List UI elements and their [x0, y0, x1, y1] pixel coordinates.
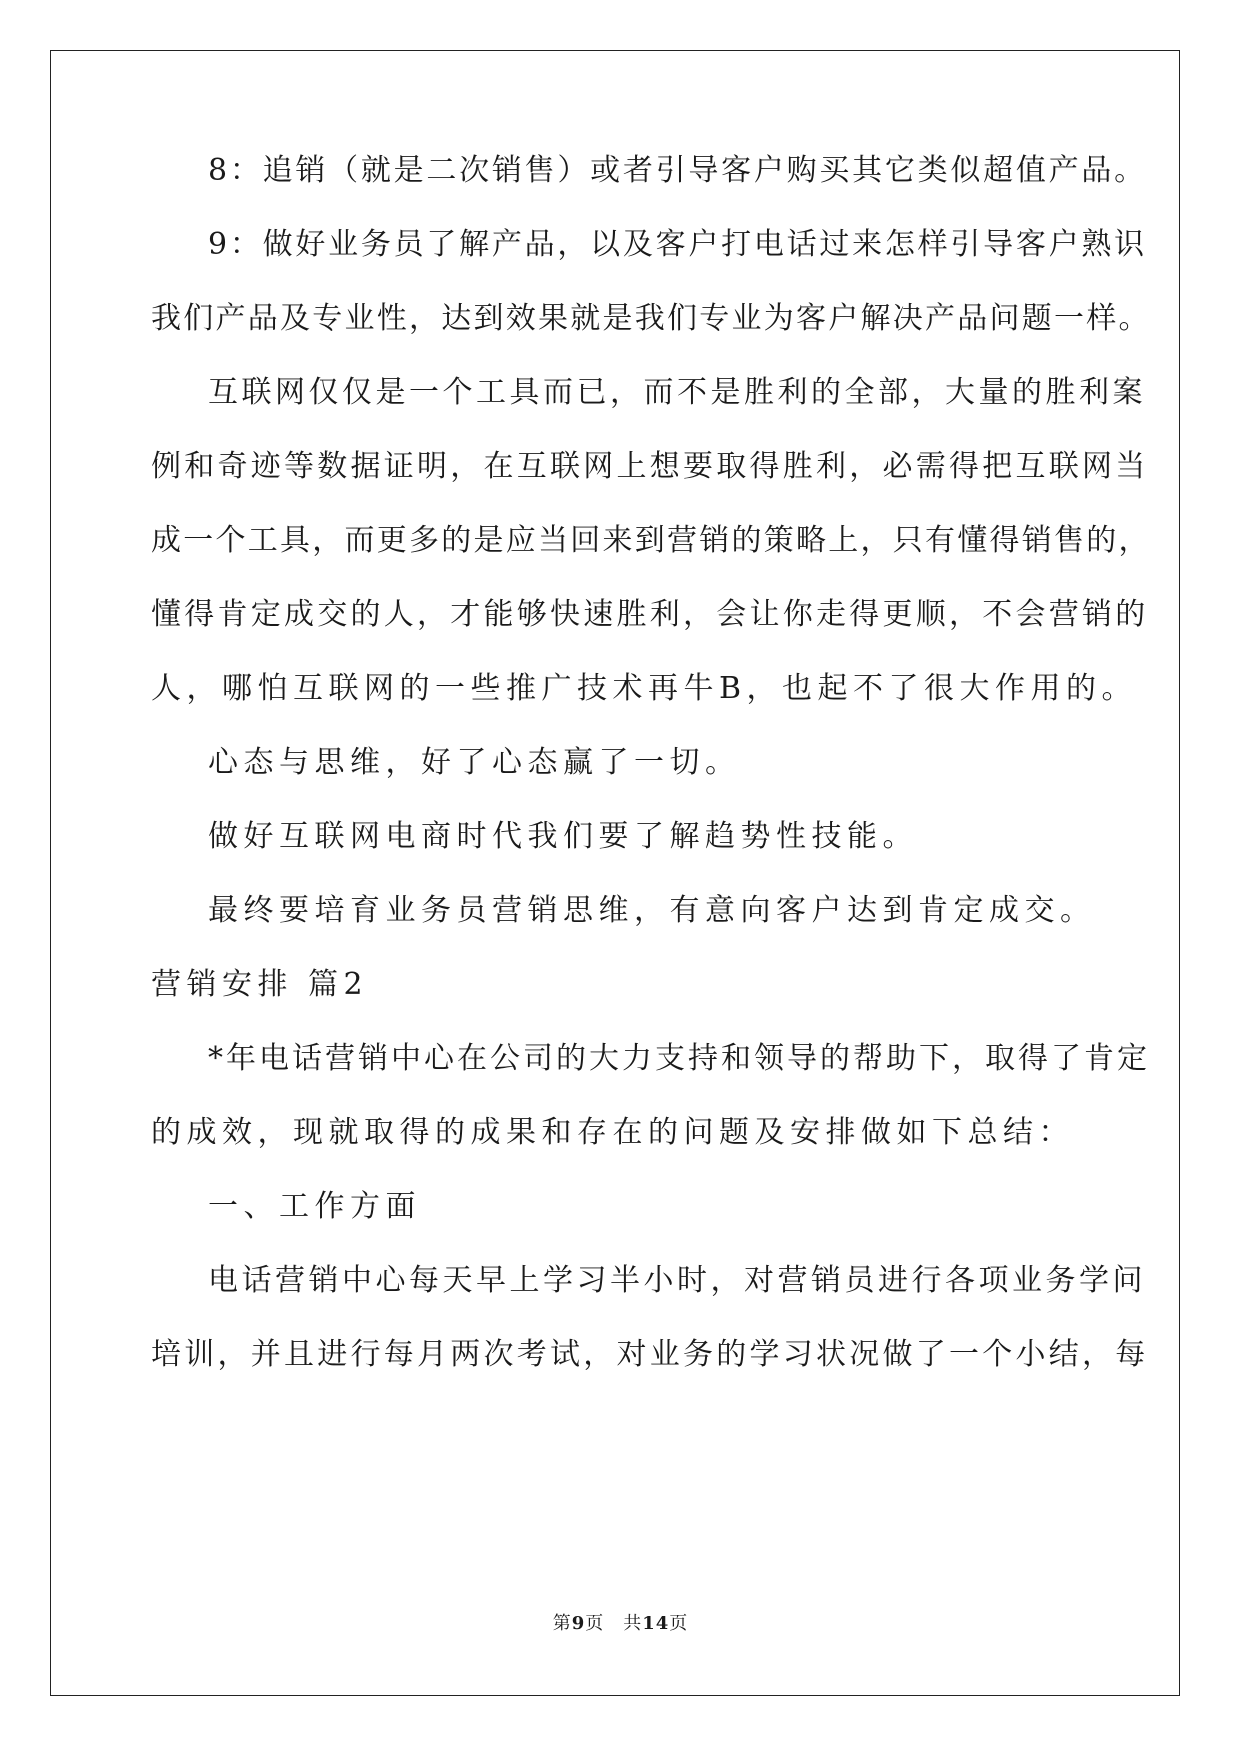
subsection-heading: 一、工作方面: [208, 1189, 421, 1224]
paragraph-line: 做好互联网电商时代我们要了解趋势性技能。: [208, 819, 918, 854]
paragraph-line: 电话营销中心每天早上学习半小时，对营销员进行各项业务学问: [208, 1263, 1146, 1298]
page-border: [50, 50, 1180, 1696]
page-footer: [0, 1612, 1241, 1636]
section-heading: 营销安排 篇2: [151, 967, 369, 1002]
total-pages-number: 14: [642, 1613, 670, 1634]
paragraph-line: 培训，并且进行每月两次考试，对业务的学习状况做了一个小结，每: [151, 1337, 1149, 1372]
footer-prefix: 第: [552, 1613, 572, 1634]
current-page-number: 9: [571, 1613, 586, 1634]
paragraph-line: 成一个工具，而更多的是应当回来到营销的策略上，只有懂得销售的，: [151, 523, 1151, 558]
paragraph-line: 8：追销（就是二次销售）或者引导客户购买其它类似超值产品。: [208, 153, 1147, 188]
paragraph-line: 懂得肯定成交的人，才能够快速胜利，会让你走得更顺，不会营销的: [151, 597, 1149, 632]
paragraph-line: 人，哪怕互联网的一些推广技术再牛B，也起不了很大作用的。: [151, 671, 1138, 706]
footer-suffix: 页: [669, 1613, 689, 1634]
paragraph-line: 互联网仅仅是一个工具而已，而不是胜利的全部，大量的胜利案: [208, 375, 1146, 410]
paragraph-line: 心态与思维，好了心态赢了一切。: [208, 745, 741, 780]
paragraph-line: 我们产品及专业性，达到效果就是我们专业为客户解决产品问题一样。: [151, 301, 1151, 336]
paragraph-line: 9：做好业务员了解产品，以及客户打电话过来怎样引导客户熟识: [208, 227, 1147, 262]
paragraph-line: *年电话营销中心在公司的大力支持和领导的帮助下，取得了肯定: [208, 1041, 1150, 1076]
paragraph-line: 例和奇迹等数据证明，在互联网上想要取得胜利，必需得把互联网当: [151, 449, 1149, 484]
paragraph-line: 的成效，现就取得的成果和存在的问题及安排做如下总结：: [151, 1115, 1074, 1150]
footer-middle: 页 共: [585, 1613, 643, 1634]
paragraph-line: 最终要培育业务员营销思维，有意向客户达到肯定成交。: [208, 893, 1096, 928]
